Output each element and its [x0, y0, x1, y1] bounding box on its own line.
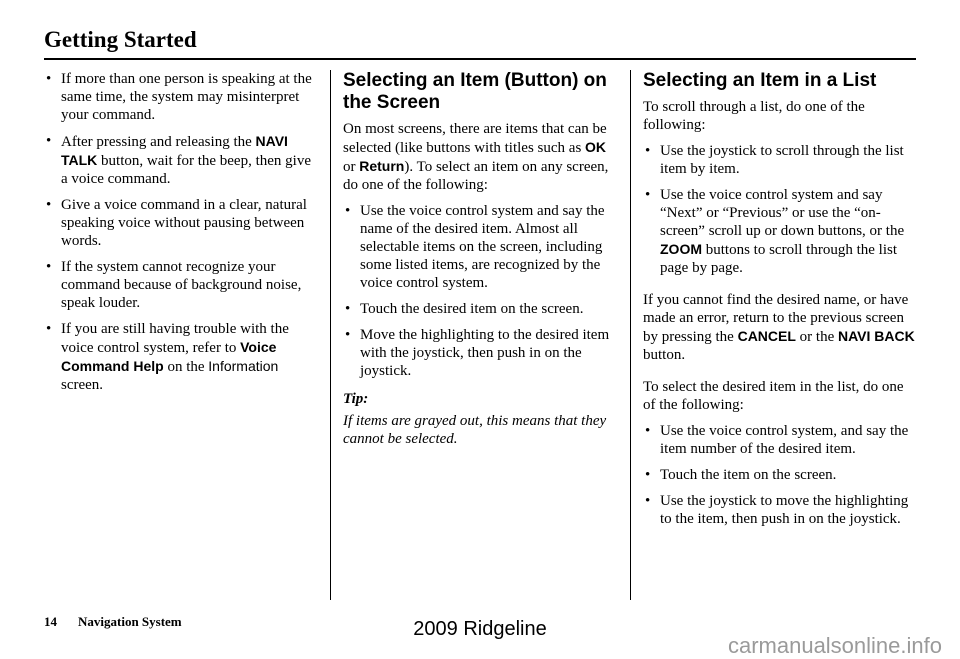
- paragraph: To scroll through a list, do one of the following:: [643, 99, 865, 133]
- column-divider: [330, 70, 331, 600]
- list-item: • If the system cannot recognize your command because of background noise, speak louder.: [44, 258, 320, 312]
- list-item: • After pressing and releasing the NAVI TALK button, wait for the beep, then give a voice command.: [44, 132, 320, 188]
- column-select-button: [343, 70, 619, 456]
- list-item: • Touch the desired item on the screen.: [343, 300, 619, 318]
- model-watermark: 2009 Ridgeline: [413, 618, 547, 640]
- select-button-list: [343, 202, 619, 380]
- tip-text: If items are grayed out, this means that they cannot be selected.: [343, 413, 607, 447]
- list-item: • If more than one person is speaking at the same time, the system may misinterpret your command.: [44, 70, 320, 124]
- page-number: 14: [44, 614, 57, 629]
- paragraph: To select the desired item in the list, do one of the following:: [643, 379, 904, 413]
- column-select-list: [643, 70, 919, 536]
- key-label: Voice Command Help: [61, 339, 277, 374]
- paragraph: On most screens, there are items that can be selected (like buttons with titles such as OK or Return). To select an item on any screen, do one of the following:: [343, 121, 609, 193]
- title-divider: [44, 58, 916, 60]
- section-heading: Selecting an Item in a List: [643, 70, 877, 91]
- key-label: Information: [208, 358, 279, 374]
- site-watermark: carmanualsonline.info: [727, 633, 942, 658]
- column-divider: [630, 70, 631, 600]
- key-label: NAVI TALK: [61, 133, 288, 168]
- list-item: • Use the voice control system and say the name of the desired item. Almost all selectable items on the screen, including some listed items, are recognized by the voice control system.: [343, 202, 619, 292]
- footer-section: Navigation System: [78, 614, 182, 629]
- list-item: • Use the joystick to scroll through the list item by item.: [643, 142, 919, 178]
- list-item: • Give a voice command in a clear, natural speaking voice without pausing between words.: [44, 196, 320, 250]
- key-label: Return: [359, 158, 405, 174]
- paragraph: If you cannot find the desired name, or have made an error, return to the previous screen by pressing the CANCEL or the NAVI BACK button.: [643, 292, 915, 363]
- list-item: • Touch the item on the screen.: [643, 466, 919, 484]
- section-heading: Selecting an Item (Button) on the Screen: [343, 70, 607, 113]
- key-label: ZOOM: [660, 241, 702, 257]
- list-item: • Use the voice control system, and say the item number of the desired item.: [643, 422, 919, 458]
- voice-tips-list: [44, 70, 320, 394]
- page-title: Getting Started: [44, 27, 197, 52]
- tip-label: Tip:: [343, 391, 369, 407]
- scroll-list: [643, 142, 919, 277]
- key-label: NAVI BACK: [838, 328, 915, 344]
- list-item: • Use the voice control system and say “Next” or “Previous” or use the “on-screen” scroll up or down buttons, or the ZOOM buttons to scroll through the list page by page.: [643, 186, 919, 277]
- list-item: • If you are still having trouble with the voice control system, refer to Voice Command Help on the Information screen.: [44, 320, 320, 394]
- key-label: OK: [585, 139, 607, 155]
- key-label: CANCEL: [737, 328, 796, 344]
- list-item: • Move the highlighting to the desired item with the joystick, then push in on the joystick.: [343, 326, 619, 380]
- select-list-options: [643, 422, 919, 528]
- column-voice-tips: [44, 70, 320, 402]
- list-item: • Use the joystick to move the highlighting to the item, then push in on the joystick.: [643, 492, 919, 528]
